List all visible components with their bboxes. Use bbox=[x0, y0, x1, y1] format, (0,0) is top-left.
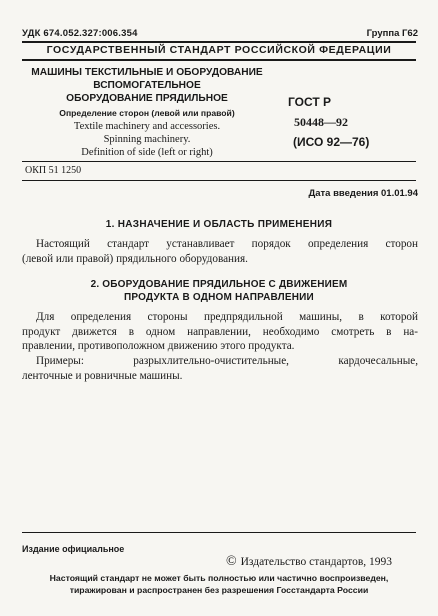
section-2-line: Примеры: разрыхлительно-очистительные, кардочесальные, bbox=[36, 355, 418, 367]
notice-line-2: тиражирован и распространен без разрешения Госстандарта России bbox=[69, 585, 369, 595]
section-1-paragraph bbox=[22, 237, 418, 266]
english-title-3: Definition of side (left or right) bbox=[81, 147, 213, 158]
section-1-line: (левой или правой) прядильного оборудования. bbox=[22, 252, 248, 265]
gost-number: 50448—92 bbox=[294, 115, 348, 129]
header-rule bbox=[22, 41, 416, 43]
section-1-line: Настоящий стандарт устанавливает порядок определения сторон bbox=[36, 238, 418, 250]
section-1-heading: 1. НАЗНАЧЕНИЕ И ОБЛАСТЬ ПРИМЕНЕНИЯ bbox=[105, 219, 333, 230]
title-line-2: ВСПОМОГАТЕЛЬНОЕ bbox=[93, 80, 201, 91]
footer-rule bbox=[22, 532, 416, 533]
header-rule-2 bbox=[22, 59, 416, 61]
intro-date: Дата введения 01.01.94 bbox=[308, 188, 418, 199]
title-rule bbox=[22, 161, 416, 162]
okp-rule bbox=[22, 180, 416, 181]
section-2-line: правлении, противоположном движению этого продукта. bbox=[22, 340, 295, 352]
section-2-heading-2: ПРОДУКТА В ОДНОМ НАПРАВЛЕНИИ bbox=[124, 292, 314, 303]
copyright-icon: © bbox=[225, 554, 237, 569]
section-2-paragraph-1 bbox=[22, 310, 418, 354]
section-2-line: продукт движется в одном направлении, необходимо смотреть в на- bbox=[22, 325, 418, 338]
gost-label: ГОСТ Р bbox=[288, 95, 332, 109]
section-2-line: Для определения стороны предпрядильной машины, в которой bbox=[36, 311, 418, 323]
english-title-1: Textile machinery and accessories. bbox=[73, 121, 221, 132]
iso-reference: (ИСО 92—76) bbox=[293, 135, 370, 149]
title-line-3: ОБОРУДОВАНИЕ ПРЯДИЛЬНОЕ bbox=[66, 93, 228, 104]
standard-title: ГОСУДАРСТВЕННЫЙ СТАНДАРТ РОССИЙСКОЙ ФЕДЕРАЦИИ bbox=[46, 44, 392, 56]
notice-line-1: Настоящий стандарт не может быть полностью или частично воспроизведен, bbox=[49, 573, 389, 583]
copyright-line bbox=[226, 554, 392, 570]
official-edition: Издание официальное bbox=[22, 544, 125, 554]
group-code: Группа Г62 bbox=[366, 28, 418, 39]
section-2-heading-1: 2. ОБОРУДОВАНИЕ ПРЯДИЛЬНОЕ С ДВИЖЕНИЕМ bbox=[90, 279, 348, 290]
title-line-1: МАШИНЫ ТЕКСТИЛЬНЫЕ И ОБОРУДОВАНИЕ bbox=[31, 67, 263, 78]
copyright-text: Издательство стандартов, 1993 bbox=[240, 556, 392, 568]
section-2-paragraph-2 bbox=[22, 354, 418, 383]
title-subtitle: Определение сторон (левой или правой) bbox=[59, 108, 235, 118]
udk-code: УДК 674.052.327:006.354 bbox=[22, 28, 138, 39]
okp-code: ОКП 51 1250 bbox=[25, 165, 82, 176]
english-title-2: Spinning machinery. bbox=[103, 134, 191, 145]
section-2-line: ленточные и ровничные машины. bbox=[22, 369, 183, 382]
